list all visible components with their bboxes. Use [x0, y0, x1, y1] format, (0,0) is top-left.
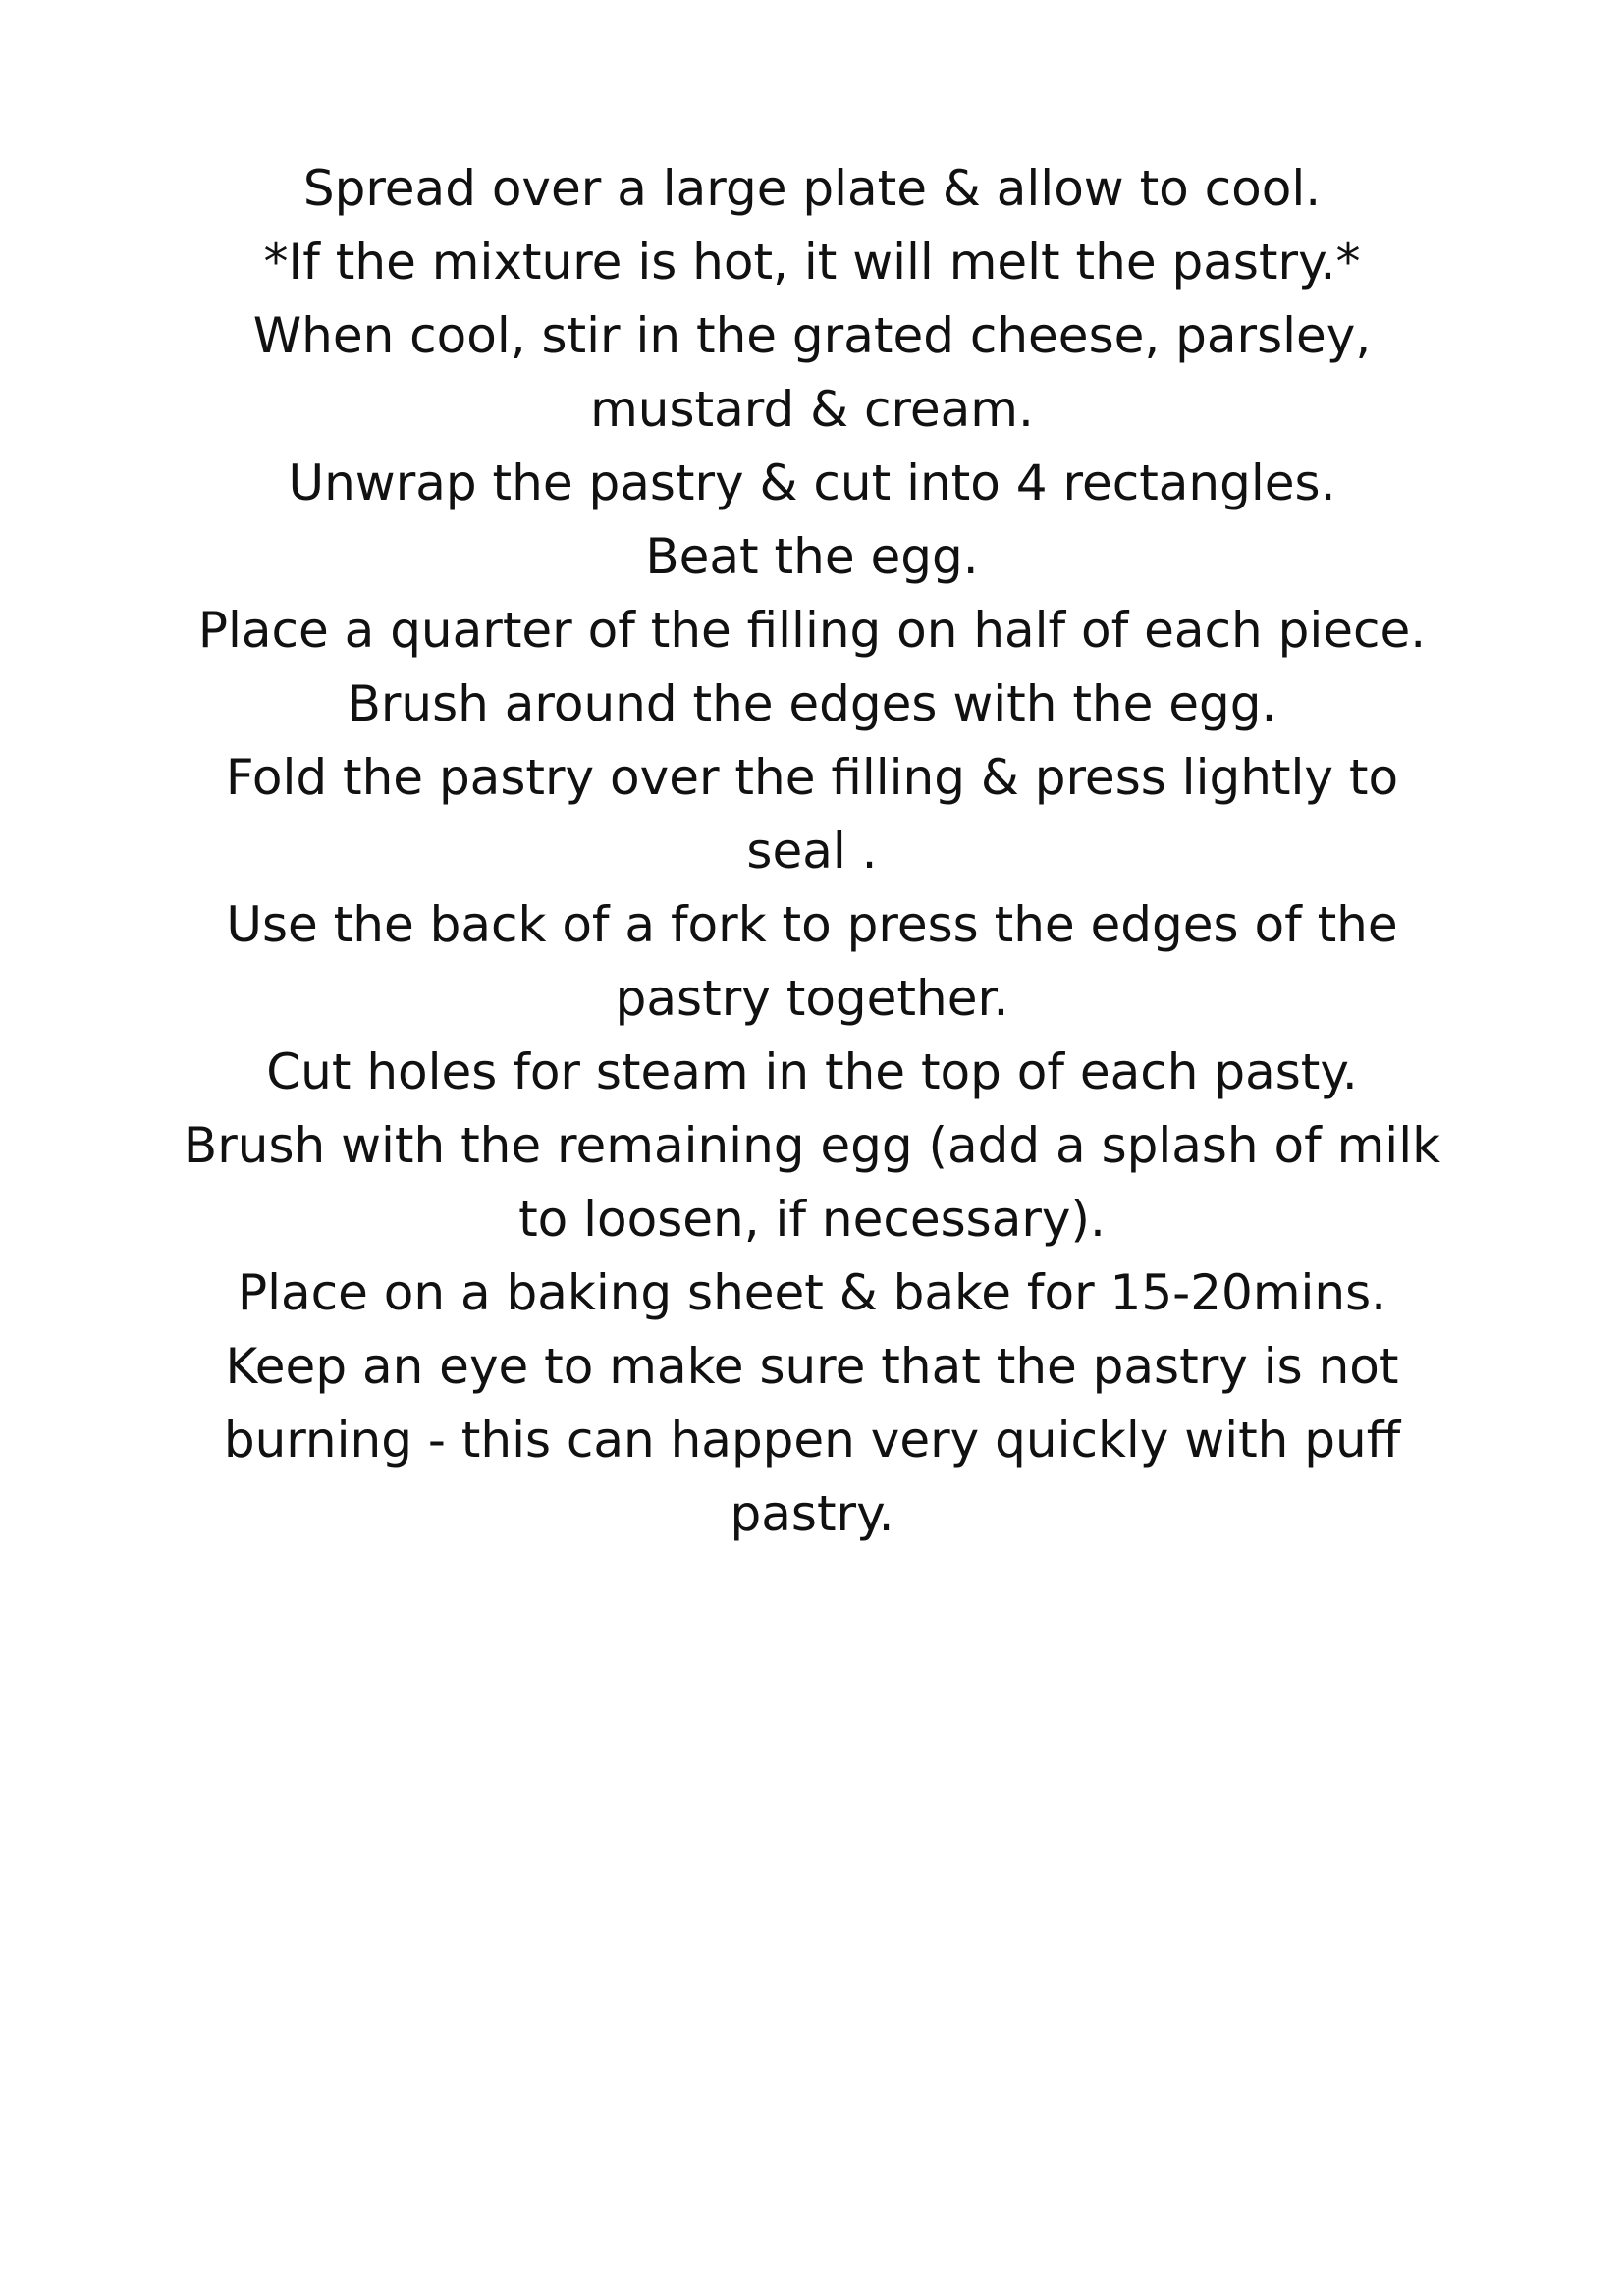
instruction-line: Unwrap the pastry & cut into 4 rectangles.: [288, 454, 1336, 511]
instruction-line: When cool, stir in the grated cheese, parsley,: [252, 307, 1372, 364]
instruction-line: Spread over a large plate & allow to cool.: [302, 160, 1322, 217]
instruction-line: *If the mixture is hot, it will melt the pastry.*: [263, 234, 1361, 291]
instruction-line: pastry.: [730, 1485, 894, 1542]
instruction-line: Place a quarter of the filling on half of each piece.: [197, 602, 1427, 659]
instruction-line: Use the back of a fork to press the edges of the: [226, 896, 1398, 953]
instruction-line: mustard & cream.: [590, 381, 1034, 438]
instruction-line: burning - this can happen very quickly with puff: [223, 1412, 1401, 1468]
recipe-instructions: [157, 152, 1467, 1551]
instruction-line: Beat the egg.: [645, 528, 979, 585]
instruction-line: Fold the pastry over the filling & press lightly to: [225, 749, 1399, 806]
instruction-line: Brush with the remaining egg (add a splash of milk: [183, 1117, 1441, 1174]
instruction-line: Brush around the edges with the egg.: [347, 675, 1277, 732]
instruction-line: Cut holes for steam in the top of each pasty.: [266, 1043, 1358, 1100]
instruction-line: pastry together.: [615, 970, 1009, 1027]
instruction-line: Keep an eye to make sure that the pastry is not: [225, 1338, 1399, 1395]
instruction-line: Place on a baking sheet & bake for 15-20mins.: [237, 1264, 1387, 1321]
instruction-line: seal .: [746, 823, 878, 880]
instruction-line: to loosen, if necessary).: [518, 1191, 1106, 1248]
